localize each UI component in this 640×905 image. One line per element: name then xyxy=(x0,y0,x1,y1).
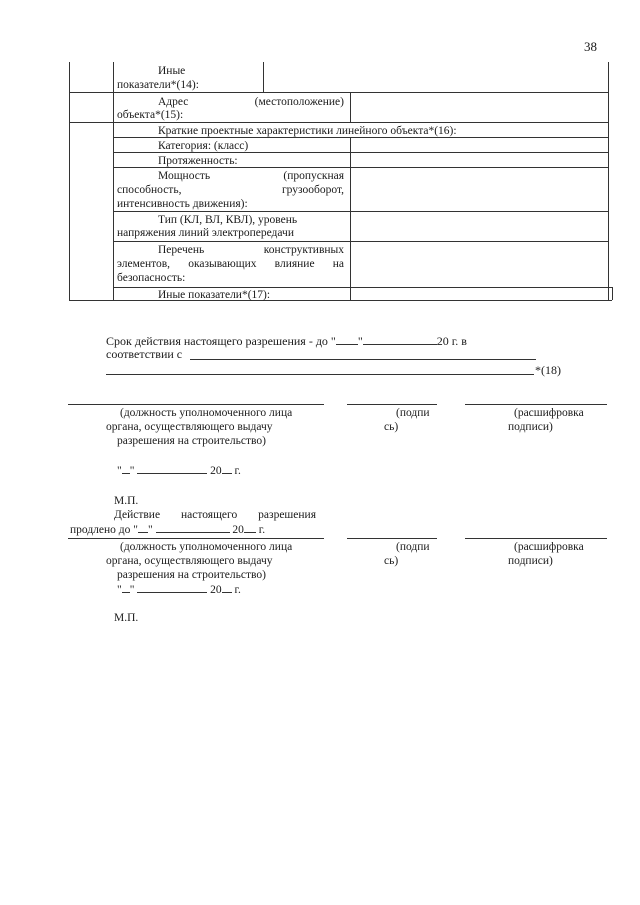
decode-caption: (расшифровка xyxy=(514,407,584,419)
text-fragment: 20 xyxy=(210,584,222,596)
text-fragment: Действие xyxy=(114,509,161,521)
table-cell-label: элементов, оказывающих влияние на xyxy=(117,258,344,270)
table-border xyxy=(608,62,609,300)
signature-line xyxy=(465,538,607,539)
text-fragment: " xyxy=(147,524,153,536)
stamp-place: М.П. xyxy=(114,495,139,507)
decode-caption: подписи) xyxy=(508,555,553,567)
table-border xyxy=(69,122,608,123)
day-blank xyxy=(122,583,130,593)
table-cell-label: Иные xyxy=(158,65,186,77)
text-fragment: разрешения xyxy=(258,509,316,521)
year-blank xyxy=(222,464,232,474)
table-border xyxy=(69,300,612,301)
text-fragment: 20 xyxy=(232,524,244,536)
text-fragment: способность, xyxy=(117,184,182,196)
position-caption: разрешения на строительство) xyxy=(117,569,266,581)
date-line xyxy=(117,464,241,478)
text-fragment: Адрес xyxy=(158,96,189,108)
text-fragment: продлено до " xyxy=(70,524,138,536)
position-caption: органа, осуществляющего выдачу xyxy=(106,555,273,567)
text-fragment: г. xyxy=(234,465,241,477)
extension-line xyxy=(70,523,265,537)
text-fragment: настоящего xyxy=(181,509,238,521)
date-line xyxy=(117,583,241,597)
text-fragment: (пропускная xyxy=(283,170,344,182)
table-cell-label: интенсивность движения): xyxy=(117,198,248,210)
text-fragment: Срок действия настоящего разрешения - до " xyxy=(106,334,336,348)
year-blank xyxy=(222,583,232,593)
table-cell-label xyxy=(158,96,344,109)
text-fragment: Мощность xyxy=(158,170,211,182)
table-border xyxy=(113,211,608,212)
day-blank xyxy=(336,334,358,345)
month-blank xyxy=(137,464,207,474)
table-cell-label: Иные показатели*(17): xyxy=(158,289,271,301)
table-border xyxy=(69,92,608,93)
signature-caption: сь) xyxy=(384,421,399,433)
day-blank xyxy=(138,523,148,533)
table-cell-label: безопасность: xyxy=(117,272,186,284)
text-fragment: грузооборот, xyxy=(281,184,344,196)
text-fragment: " xyxy=(129,465,135,477)
table-cell-label: показатели*(14): xyxy=(117,79,199,91)
text-fragment: " xyxy=(117,465,122,477)
day-blank xyxy=(122,464,130,474)
table-border xyxy=(350,137,351,300)
year-blank xyxy=(244,523,256,533)
table-cell-label: Категория: (класс) xyxy=(158,140,249,152)
signature-caption: (подпи xyxy=(396,541,430,553)
text-fragment: г. xyxy=(258,524,266,536)
signature-line xyxy=(68,404,324,405)
table-border xyxy=(612,287,613,300)
decode-caption: подписи) xyxy=(508,421,553,433)
text-fragment: г. xyxy=(234,584,241,596)
month-blank xyxy=(156,523,230,533)
table-border xyxy=(113,287,612,288)
table-cell-label xyxy=(158,244,344,257)
signature-caption: сь) xyxy=(384,555,399,567)
blank-line xyxy=(190,359,536,360)
text-fragment: " xyxy=(357,334,363,348)
validity-line xyxy=(106,334,467,348)
table-border xyxy=(350,92,351,122)
text-fragment: " xyxy=(117,584,122,596)
month-blank xyxy=(137,583,207,593)
table-cell-label xyxy=(117,184,344,197)
table-cell-label: Тип (КЛ, ВЛ, КВЛ), уровень xyxy=(158,214,298,226)
table-border xyxy=(69,62,70,300)
table-cell-label: объекта*(15): xyxy=(117,109,184,121)
table-section-heading: Краткие проектные характеристики линейного объекта*(16): xyxy=(158,125,457,137)
text-fragment: " xyxy=(129,584,135,596)
text-fragment: 20 xyxy=(210,465,222,477)
extension-line xyxy=(114,509,316,522)
position-caption: (должность уполномоченного лица xyxy=(120,541,293,553)
text-fragment: (местоположение) xyxy=(254,96,344,108)
text-fragment: 20 г. в xyxy=(436,334,467,348)
text-fragment: конструктивных xyxy=(263,244,344,256)
table-cell-label: Протяженность: xyxy=(158,155,238,167)
position-caption: (должность уполномоченного лица xyxy=(120,407,293,419)
decode-caption: (расшифровка xyxy=(514,541,584,553)
table-border xyxy=(113,62,114,300)
signature-caption: (подпи xyxy=(396,407,430,419)
table-border xyxy=(263,62,264,92)
table-border xyxy=(113,241,608,242)
signature-line xyxy=(347,404,437,405)
table-cell-label xyxy=(158,170,344,183)
signature-line xyxy=(68,538,324,539)
table-cell-label: напряжения линий электропередачи xyxy=(117,227,294,239)
signature-line xyxy=(347,538,437,539)
text-fragment: Перечень xyxy=(158,244,205,256)
position-caption: разрешения на строительство) xyxy=(117,435,266,447)
month-blank xyxy=(363,334,437,345)
blank-line xyxy=(106,374,534,375)
footnote-ref: *(18) xyxy=(535,363,561,377)
validity-basis: соответствии с xyxy=(106,347,183,361)
page-number: 38 xyxy=(584,39,597,54)
position-caption: органа, осуществляющего выдачу xyxy=(106,421,273,433)
stamp-place: М.П. xyxy=(114,612,139,624)
signature-line xyxy=(465,404,607,405)
